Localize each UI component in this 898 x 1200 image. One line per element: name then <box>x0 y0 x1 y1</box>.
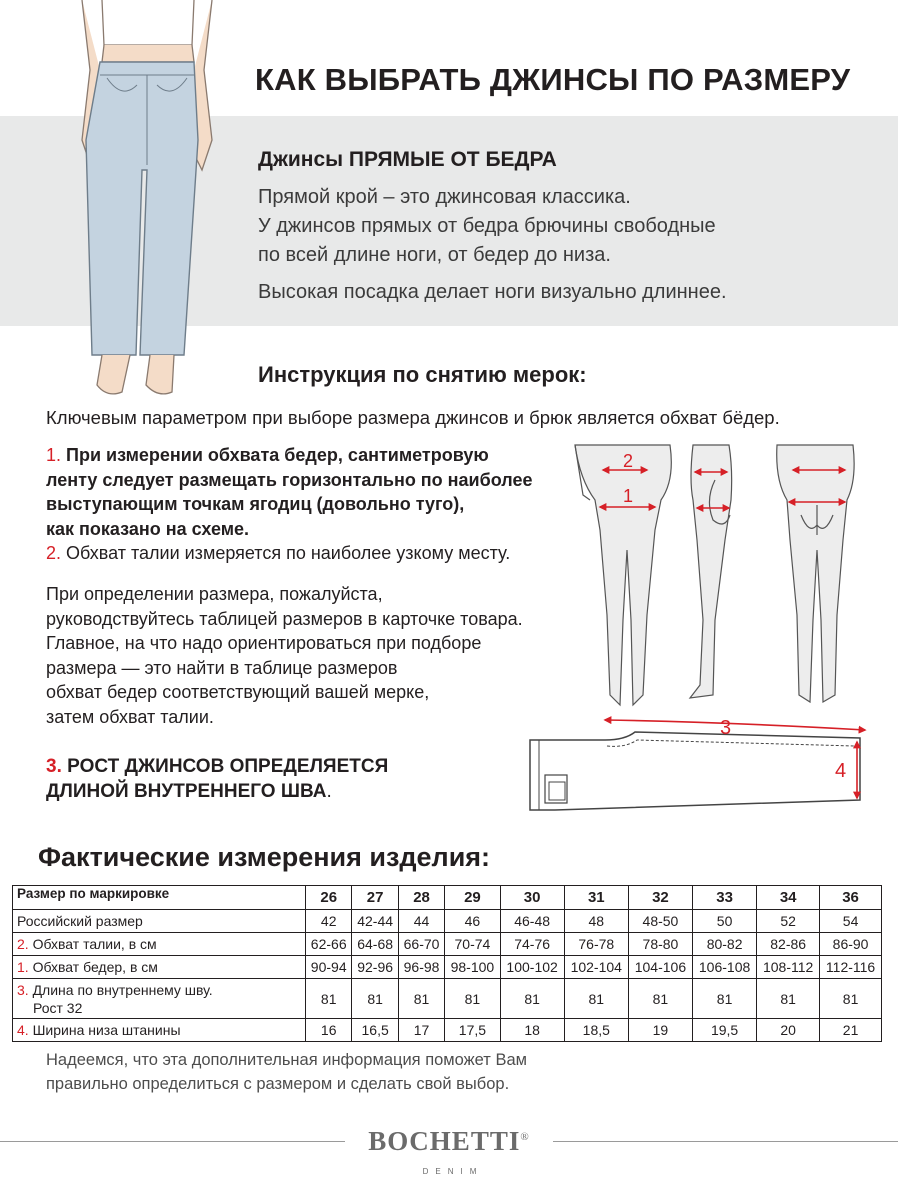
paragraph-line: обхват бедер соответствующий вашей мерке, <box>46 682 430 702</box>
table-cell: 46 <box>445 910 500 933</box>
row-number: 2. <box>17 936 29 952</box>
table-cell: 92-96 <box>352 956 398 979</box>
row-label-hips <box>13 956 306 979</box>
row-number: 1. <box>17 959 29 975</box>
table-cell: 18,5 <box>564 1019 628 1042</box>
instructions-title: Инструкция по снятию мерок: <box>258 362 587 387</box>
size-cell: 36 <box>820 886 882 910</box>
row-label-russian-size: Российский размер <box>13 910 306 933</box>
key-parameter-text: Ключевым параметром при выборе размера джинсов и брюк является обхват бёдер. <box>46 407 780 428</box>
table-cell: 48-50 <box>628 910 692 933</box>
footer-note-line: Надеемся, что эта дополнительная информация поможет Вам <box>46 1051 527 1069</box>
size-cell: 33 <box>693 886 757 910</box>
size-cell: 31 <box>564 886 628 910</box>
brand-name: BOCHETTI <box>368 1126 521 1156</box>
step-1-line-2: ленту следует размещать горизонтально по наиболее <box>46 469 533 490</box>
paragraph-line: руководствуйтесь таблицей размеров в карточке товара. <box>46 608 523 629</box>
size-cell: 32 <box>628 886 692 910</box>
row-label-waist <box>13 933 306 956</box>
table-cell: 81 <box>352 979 398 1019</box>
step-1 <box>46 443 533 541</box>
step-3-end: . <box>326 781 332 802</box>
description-line-3: по всей длине ноги, от бедер до низа. <box>258 244 611 266</box>
row-label-text: Обхват талии, в см <box>32 936 157 952</box>
table-cell: 17 <box>398 1019 444 1042</box>
row-label-text: Обхват бедер, в см <box>32 959 158 975</box>
table-cell: 81 <box>564 979 628 1019</box>
measure-label-2: 2 <box>623 451 634 471</box>
size-cell: 29 <box>445 886 500 910</box>
product-subtitle: Джинсы ПРЯМЫЕ ОТ БЕДРА <box>258 148 557 171</box>
table-cell: 16,5 <box>352 1019 398 1042</box>
brand-logo <box>0 1126 898 1157</box>
step-1-line-4: как показано на схеме. <box>46 518 250 539</box>
table-cell: 78-80 <box>628 933 692 956</box>
page-title: КАК ВЫБРАТЬ ДЖИНСЫ ПО РАЗМЕРУ <box>255 62 851 97</box>
table-cell: 81 <box>398 979 444 1019</box>
description-line-2: У джинсов прямых от бедра брючины свободные <box>258 215 716 237</box>
table-cell: 74-76 <box>500 933 564 956</box>
table-cell: 66-70 <box>398 933 444 956</box>
table-cell: 108-112 <box>757 956 820 979</box>
row-number: 3. <box>17 981 29 998</box>
paragraph-line: затем обхват талии. <box>46 706 214 727</box>
step-3-line-1: РОСТ ДЖИНСОВ ОПРЕДЕЛЯЕТСЯ <box>67 756 389 777</box>
size-cell: 28 <box>398 886 444 910</box>
table-row <box>13 979 882 1019</box>
table-row <box>13 933 882 956</box>
pants-flat-diagram <box>525 710 885 820</box>
table-cell: 104-106 <box>628 956 692 979</box>
table-cell: 18 <box>500 1019 564 1042</box>
row-number: 4. <box>17 1022 29 1038</box>
paragraph-line: При определении размера, пожалуйста, <box>46 584 383 604</box>
table-cell: 64-68 <box>352 933 398 956</box>
table-cell: 112-116 <box>820 956 882 979</box>
measure-label-4: 4 <box>835 760 847 782</box>
size-table <box>12 885 882 1042</box>
size-cell: 27 <box>352 886 398 910</box>
size-cell: 34 <box>757 886 820 910</box>
table-row <box>13 910 882 933</box>
table-row <box>13 1019 882 1042</box>
table-cell: 106-108 <box>693 956 757 979</box>
brand-subtitle: DENIM <box>422 1167 484 1176</box>
step-1-line-3: выступающим точкам ягодиц (довольно туго), <box>46 494 465 514</box>
table-cell: 81 <box>306 979 352 1019</box>
header-label-cell: Размер по маркировке <box>13 886 306 910</box>
table-cell: 81 <box>445 979 500 1019</box>
description-line-1: Прямой крой – это джинсовая классика. <box>258 186 631 208</box>
step-2 <box>46 541 510 566</box>
table-cell: 21 <box>820 1019 882 1042</box>
table-cell: 76-78 <box>564 933 628 956</box>
table-cell: 62-66 <box>306 933 352 956</box>
brand-trademark: ® <box>520 1131 530 1143</box>
row-label-leg-width <box>13 1019 306 1042</box>
footer-note-line: правильно определиться с размером и сделать свой выбор. <box>46 1075 510 1093</box>
table-cell: 102-104 <box>564 956 628 979</box>
table-header-row <box>13 886 882 910</box>
table-cell: 19 <box>628 1019 692 1042</box>
table-cell: 54 <box>820 910 882 933</box>
table-cell: 90-94 <box>306 956 352 979</box>
jeans-model-illustration <box>62 0 232 400</box>
step-3-line-2: ДЛИНОЙ ВНУТРЕННЕГО ШВА <box>46 781 327 802</box>
table-cell: 16 <box>306 1019 352 1042</box>
table-cell: 98-100 <box>445 956 500 979</box>
table-cell: 82-86 <box>757 933 820 956</box>
description-line-4: Высокая посадка делает ноги визуально длиннее. <box>258 281 727 303</box>
row-label-inseam <box>13 979 306 1019</box>
table-cell: 81 <box>693 979 757 1019</box>
table-cell: 96-98 <box>398 956 444 979</box>
table-cell: 52 <box>757 910 820 933</box>
footer-note <box>46 1048 527 1096</box>
row-label-text: Ширина низа штанины <box>32 1022 181 1038</box>
body-measurement-figures <box>565 440 855 715</box>
table-cell: 50 <box>693 910 757 933</box>
table-cell: 42-44 <box>352 910 398 933</box>
table-cell: 48 <box>564 910 628 933</box>
table-cell: 100-102 <box>500 956 564 979</box>
table-cell: 19,5 <box>693 1019 757 1042</box>
table-cell: 81 <box>628 979 692 1019</box>
step-1-number: 1. <box>46 445 62 465</box>
step-1-line-1: При измерении обхвата бедер, сантиметровую <box>66 445 489 465</box>
row-label-subtext: Рост 32 <box>33 999 83 1016</box>
table-cell: 46-48 <box>500 910 564 933</box>
measure-label-3: 3 <box>720 717 732 739</box>
paragraph-line: размера — это найти в таблице размеров <box>46 657 398 678</box>
table-cell: 44 <box>398 910 444 933</box>
table-cell: 20 <box>757 1019 820 1042</box>
table-cell: 17,5 <box>445 1019 500 1042</box>
table-cell: 70-74 <box>445 933 500 956</box>
paragraph-line: Главное, на что надо ориентироваться при подборе <box>46 633 482 653</box>
step-3-number: 3. <box>46 756 62 777</box>
row-label-text: Длина по внутреннему шву. <box>32 981 213 998</box>
size-cell: 26 <box>306 886 352 910</box>
table-row <box>13 956 882 979</box>
table-cell: 80-82 <box>693 933 757 956</box>
table-title: Фактические измерения изделия: <box>38 842 491 872</box>
table-cell: 81 <box>500 979 564 1019</box>
step-2-number: 2. <box>46 543 62 563</box>
step-2-text: Обхват талии измеряется по наиболее узкому месту. <box>66 543 511 563</box>
measure-label-1: 1 <box>623 486 634 506</box>
table-cell: 42 <box>306 910 352 933</box>
table-cell: 81 <box>757 979 820 1019</box>
size-cell: 30 <box>500 886 564 910</box>
table-cell: 86-90 <box>820 933 882 956</box>
step-3 <box>46 754 388 804</box>
table-cell: 81 <box>820 979 882 1019</box>
size-guidance-paragraph <box>46 582 523 729</box>
